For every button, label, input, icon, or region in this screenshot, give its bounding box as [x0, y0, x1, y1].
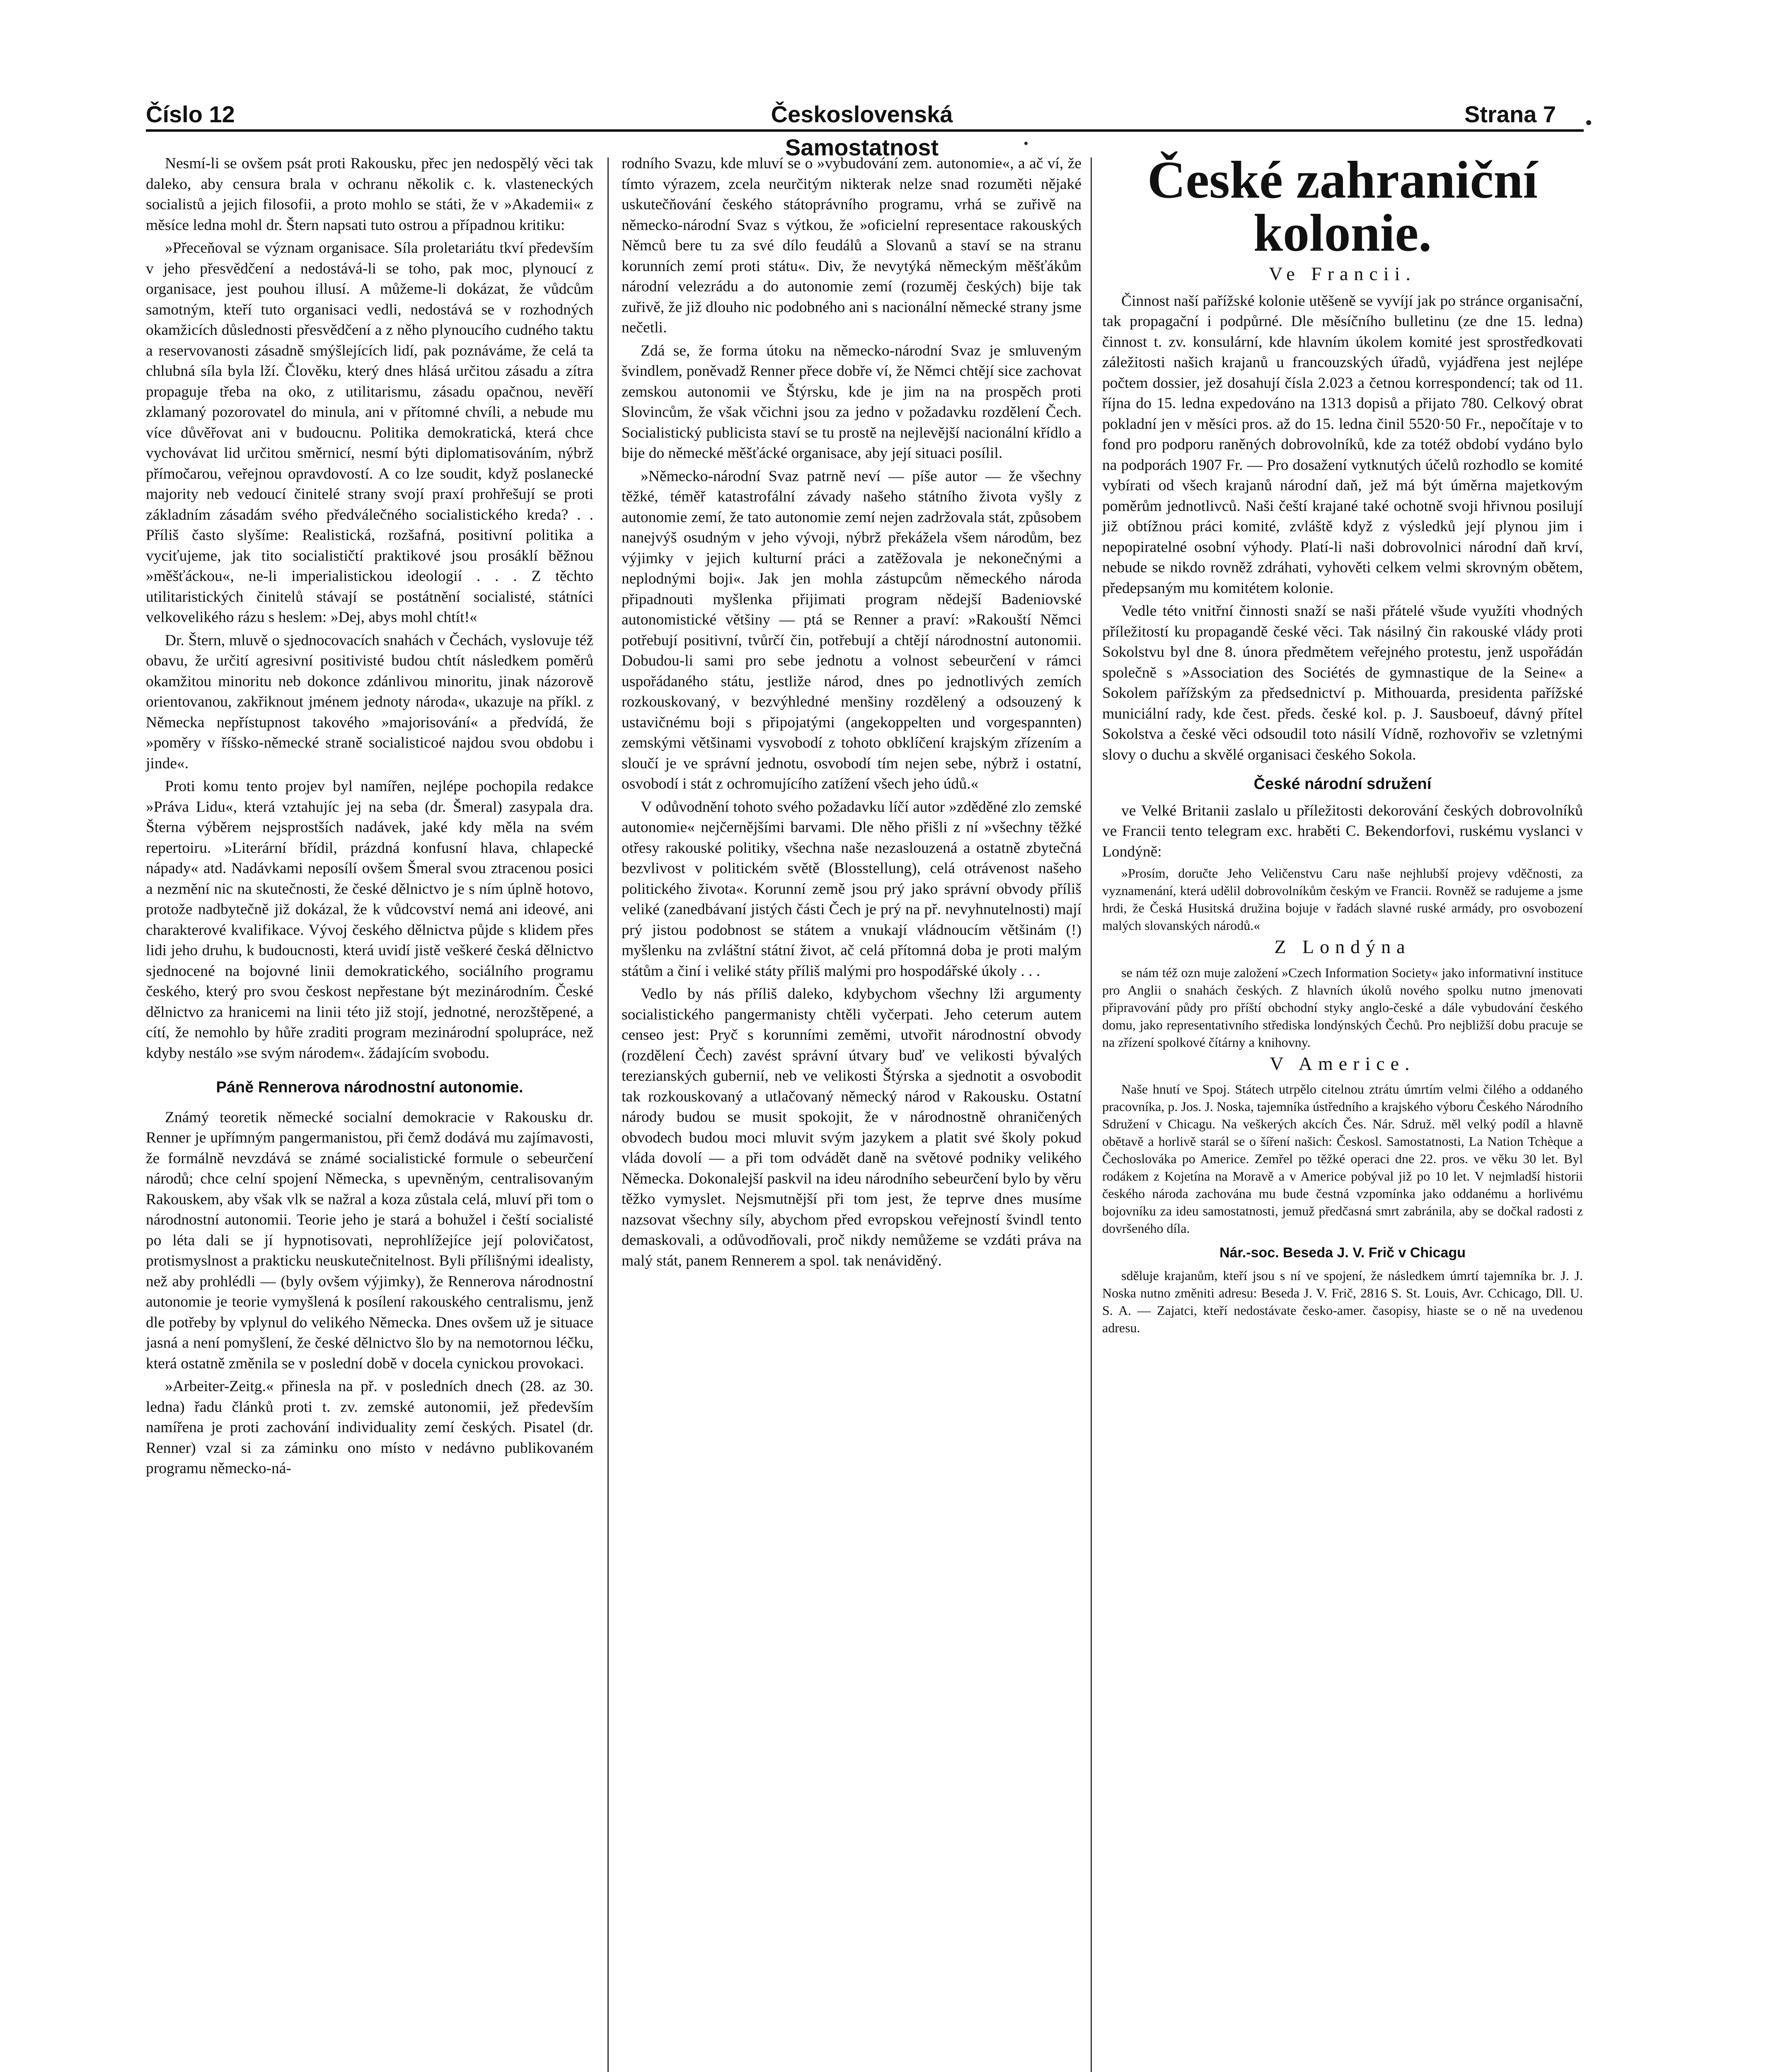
paragraph: »Přeceňoval se význam organisace. Síla proletariátu tkví především v jeho přesvědčení a nedostává-li se toho, pak moc, plynoucí z organisace, jest pouhou illusí. A můžeme-li dokázat, že vůdcům samotným, kteří tuto organisaci vedli, nedostává se v rozhodných okamžicích důslednosti přesvědčení a z něho plynoucího cudného taktu a reservovanosti zásadně smýšlejících lidí, pak poznáváme, že celá ta chlubná síla byla lží. Člověku, který dnes hlásá určitou zásadu a zítra propaguje třeba na oko, z utilitarismu, zásadu opačnou, nevěří zklamaný pozorovatel do minula, ani v přítomné chvíli, a nebude mu více důvěřovat ani v budoucnu. Politika demokratická, která chce vychovávat lid určitou směrnicí, nesmí býti diplomatisováním, nýbrž přímočarou, veřejnou opravdovostí. A co lze soudit, když poslanecké majority neb vedoucí činitelé strany svojí praxí prohřešují se proti základním zásadám svého předválečného socialistického kreda? . . Příliš často slyšíme: Realistická, rozšafná, positivní politika a vyciťujeme, jak tito socialističtí praktikové jsou prosáklí běžnou »měšťáckou«, ne-li imperialistickou ideologií . . . Z těchto utilitaristických činitelů stávají se postátnění socialisté, státníci velkovelikého rázu s heslem: »Dej, abys mohl chtít!« [146, 240, 593, 626]
column-divider [607, 157, 609, 2072]
column-3 [1102, 150, 1583, 1339]
paragraph: Nesmí-li se ovšem psát proti Rakousku, přec jen nedospělý věci tak daleko, aby censura brala v ochranu několik c. k. vlasteneckých socialistů a jejich filosofii, a proto mohlo se státi, že v »Akademii« z měsíce ledna mohl dr. Štern napsati tuto ostrou a případnou kritiku: [146, 155, 593, 234]
paragraph: Zdá se, že forma útoku na německo-národní Svaz je smluveným švindlem, poněvadž Renner přece dobře ví, že Němci chtějí sice zachovat zemskou autonomii ve Štýrsku, kde je jim na na prospěch proti Slovincům, že však včichni jsou za jedno v požadavku rozdělení Čech. Socialistický publicista staví se tu prostě na nejlevější nacionální křídlo a bije do německé měšťácké organisace, aby její situaci posílil. [622, 342, 1082, 462]
print-mark [1586, 120, 1591, 125]
paragraph: Dr. Štern, mluvě o sjednocovacích snahách v Čechách, vyslovuje též obavu, že určití agresivní positivisté budou chtít následkem poměrů okamžitou minoritu neb dokonce zdánlivou minoritu, jinak názorově orientovanou, zakřiknout jménem jednoty národa«, ukazuje na příkl. z Německa nepřístupnost takového »majorisování« a předvídá, že »poměry v říšsko-německé straně socialisticoé najdou svou obdobu i jinde«. [146, 632, 593, 772]
paragraph: Proti komu tento projev byl namířen, nejlépe pochopila redakce »Práva Lidu«, která vztahujíc jej na seba (dr. Šmeral) zasypala dra. Šterna výběrem nejsprostších nadávek, jaké kdy měla na svém repertoiru. »Literární břídil, prázdná konfusní hlava, chlapecké nápady« atd. Nadávkami neposílí ovšem Šmeral svou ztracenou posici a nezmění nic na skutečnosti, že české dělnictvo je s ním úplně hotovo, protože nadbytečně již dokázal, že k vůdcovství nemá ani ideové, ani charakterové kvalifikace. Vývoj českého dělnictva půjde s klidem přes lidi jeho druhu, k budoucnosti, která uvidí jistě veškeré česká dělnictvo sjednocené na bojovné linii demokratického, sociálního programu českého, který pro svou českost nepřestane být mezinárodním. České dělnictvo za hranicemi na linii této již stojí, jednotné, nerozštěpené, a cítí, že nemohlo by hůře zraditi program mezinárodní spolupráce, než kdyby nestálo »se svým národem«. žádajícím svobodu. [146, 778, 593, 1062]
subheading-france: Ve Francii. [1269, 263, 1416, 284]
paragraph: V odůvodnění tohoto svého požadavku líčí autor »zděděné zlo zemské autonomie« nejčernějšími barvami. Dle něho přišli z ní »všechny těžké otřesy rakouské politiky, všechna naše nezaslouzená a ostatně zbytečná bezvlivost v politickém světě (Blosstellung), celá otrávenost našeho politického života«. Korunní země jsou prý jako správní obvody příliš veliké (zanedbávaní jistých části Čech je prý na př. nevyhnutelnosti) mají prý jistou podobnost se státem a vnukají vládnoucím většinám (!) myšlenku na zvláštní státní život, ač celá přítomná doba je proti malým státům a činí i veliké státy příliš malými pro hospodářské úkoly . . . [622, 798, 1082, 980]
print-mark [1024, 142, 1028, 145]
newspaper-title: Československá Samostatnost [771, 101, 953, 160]
paragraph: ve Velké Britanii zaslalo u příležitosti dekorování českých dobrovolníků ve Francii tento telegram exc. hraběti C. Bekendorfovi, ruskému vyslanci v Londýně: [1102, 802, 1583, 860]
column-divider [1091, 157, 1092, 2072]
telegram-quote: »Prosím, doručte Jeho Veličenstvu Caru naše nejhlubší projevy vděčnosti, za vyznamenání, která udělil dobrovolníkům českým ve Francii. Rovněž se radujeme a jsme hrdi, že Česká Husitská družina bojuje v řadách slavné ruské armády, pro osvobození malých slovanských národů.« [1102, 866, 1583, 933]
paragraph: »Německo-národní Svaz patrně neví — píše autor — že všechny těžké, téměř katastrofální závady našeho státního života vyšly z autonomie zemí, že tato autonomie zemí nejen zadržovala stát, způsobem nanejvýš osudným v jeho vývoji, nýbrž překážela všem národům, bez výjimky v jejich kulturní práci a zatěžovala je nekonečnými a neplodnými boji«. Jak jen mohla zástupcům německého národa připadnouti myšlenka přijimati program nědejší Badeniovské autonomistické většiny — ptá se Renner a praví: »Rakouští Němci potřebují positivní, tvůrčí čin, potřebují a chtějí národnostní autonomii. Dobudou-li sami pro sebe jednotu a volnost sebeurčení v rámci uspořádaného státu, jestliže národ, dnes po jednotlivých zemích rozkouskovaný, v bezvýhledné menšiny rozdělený a odsouzený k ustavičnému boji s připojatými (angekoppelten und vorgespannten) zemskými většinami vysvobodí z tohoto obklíčení krajským zřízením a sloučí je ve správní jednotu, osvobodí tím nejen sebe, nýbrž i ostatní, osvobodí i stát z ochromujícího zatížení všech jeho údů.« [622, 467, 1082, 792]
paragraph: Naše hnutí ve Spoj. Státech utrpělo citelnou ztrátu úmrtím velmi čilého a oddaného pracovníka, p. Jos. J. Noska, tajemníka ústředního a krajského výboru Českého Národního Sdružení v Chicagu. Na veškerých akcích Čes. Nár. Sdruž. měl velký podíl a hlavně obětavě a horlivě starál se o šíření našich: Českosl. Samostatnosti, La Nation Tchèque a Čechoslováka po Americe. Zemřel po těžké operaci dne 22. pros. ve věku 30 let. Byl rodákem z Kojetína na Moravě a v Americe pobýval již po 10 let. V nejmladší historii českého národa zachována mu bude čestná vzpomínka jako oddanému a horlivému bojovníku za ideu samostatnosti, jemuž předčasná smrt zabránila, aby se dočkal radosti z dovršeného díla. [1102, 1082, 1583, 1236]
paragraph: Činnost naší pařížské kolonie utěšeně se vyvíjí jak po stránce organisační, tak propagační i podpůrné. Dle měsíčního bulletinu (ze dne 15. ledna) činnost t. zv. konsulární, kde hlavním úkolem komité jest sprostředkovati záležitosti našich krajanů u francouzských úřadů, vyjádřena jest nejlépe počtem dossier, jež dosahují čísla 2.023 a četnou korrespondencí; tak od 11. října do 15. ledna expedováno na 1313 dopisů a přijato 780. Celkový obrat pokladní jen v měsíci pros. až do 15. ledna činil 5520·50 Fr., nepočítaje v to fond pro podporu raněných dobrovolníků, kde za totéž období vydáno bylo na podporách 1907 Fr. — Pro dosažení vytknutých účelů rozhodlo se komité vybírati od všech krajanů národní daň, jež má být úměrna majetkovým poměrům jednotlivců. Naši čeští krajané také ochotně svoji hřivnou posilují již obtížnou práci komité, zvláště když z výsledků její plynou jim i nepopiratelné osobní výhody. Platí-li naši dobrovolnici národní daň krví, nebude se nikdo rovněž zdráhati, vyhověti celkem velmi skrovným obětem, předepsaným mu komitétem kolonie. [1102, 292, 1583, 597]
article-title-line-1: České zahraniční [1147, 150, 1538, 209]
paragraph: Vedlo by nás příliš daleko, kdybychom všechny lži argumenty socialistického pangermanisty chtěli vyčerpati. Jeho ceterum autem censeo jest: Pryč s korunními zeměmi, utvořit národnostní obvody (rozdělení Čech) zavést správní útvary buď ve velikosti bývalých terezianských gubernií, neb ve velikosti Štýrska a sjednotit a osvobodit tak rozkouskovaný a utlačovaný německý národ v Rakousku. Ostatní národy budou se musit spokojit, že v národnostně ohraničených obvodech budou moci mluvit svým jazykem a platit své školy pokud vláda dovolí — a při tom odvádět daně na světové podniky velikého Německa. Dokonalejší paskvil na ideu národního sebeurčení bylo by věru těžko vymyslet. Nejsmutnější při tom jest, že teprve dnes musíme nazsovat všechny síly, abychom před evropskou veřejností švindl tento demaskovali, a odůvodňovali, proč nikdy nemůžeme se vzdáti práva na malý stát, panem Rennerem a spol. tak nenáviděný. [622, 985, 1082, 1269]
issue-number: Číslo 12 [146, 101, 235, 127]
article-title [1102, 150, 1583, 262]
paragraph: Známý teoretik německé socialní demokracie v Rakousku dr. Renner je upřímným pangermanistou, při čemž dodává mu zajímavosti, že formálně nevzdává se známé socialistické formule o sebeurčení národů; chce celní spojení Německa, s upevněným, centralisovaným Rakouskem, aby však vlk se nažral a koza zůstala celá, mluví při tom o národnostní autonomii. Teorie jeho je stará a bohužel i čeští socialisté po léta dali se jí hypnotisovati, neprohlížejíce její polovičatost, protismyslnost a prakticku neuskutečnitelnost. Byli přílišnými idealisty, než aby prohlédli — (byly ovšem výjimky), že Rennerova národnostní autonomie je teorie vymyšlená k posílení rakouského centralismu, jenž dle potřeby by vplynul do velikého Německa. Dnes ovšem už je situace jasná a není pomyšlení, že české dělnictvo šlo by na nemotornou léčku, která ostatně změnila se v poslední době v docela cynickou provokaci. [146, 1109, 593, 1372]
subheading-national-union: České národní sdružení [1253, 775, 1432, 793]
paragraph: se nám též ozn muje založení »Czech Information Society« jako informativní instituce pro Anglii o snahách českých. Z hlavních úkolů nového spolku nutno jmenovati připravování půdy pro příští obchodní styky anglo-české a dále vybudování českého domu, jako representativního střediska londýnských Čechů. Pro nejbližší dobu pracuje se na zřízení spolkové čítárny a knihovny. [1102, 965, 1583, 1050]
subheading-america: V Americe. [1270, 1053, 1415, 1074]
paragraph: sděluje krajanům, kteří jsou s ní ve spojení, že následkem úmrtí tajemníka br. J. J. Noska nutno změniti adresu: Beseda J. V. Frič, 2816 S. St. Louis, Avr. Cchicago, Dll. U. S. A. — Zajatci, kteří nedostávate česko-amer. časopisy, hiaste se o ně na uvedenou adresu. [1102, 1268, 1583, 1335]
subheading-beseda: Nár.-soc. Beseda J. V. Frič v Chicagu [1219, 1245, 1466, 1261]
paragraph: »Arbeiter-Zeitg.« přinesla na př. v posledních dnech (28. az 30. ledna) řadu článků proti t. zv. zemské autonomii, jež především namířena je proti zachování individuality zemí českých. Pisatel (dr. Renner) vzal si za záminku ono místo v nedávno publikovaném programu německo-ná- [146, 1378, 593, 1477]
paragraph: rodního Svazu, kde mluví se o »vybudování zem. autonomie«, a ač ví, že tímto výrazem, zcela neurčitým nikterak nelze snad rozuměti nějaké uskutečňování českého státoprávního programu, vrhá se zuřivě na německo-národní Svaz s výtkou, že »oficielní representace rakouských Němců bere tu za své dílo feudálů a Slovanů a staví se na stranu korunních zemí proti státu«. Div, že nevytýká německým měšťákům národní velezrádu a do autonomie zemí (rozuměj českých) bije tak zuřivě, že již dlouho nic podobného ani s nacionální německé strany jsme nečetli. [622, 155, 1082, 336]
section-heading: Páně Rennerova národnostní autonomie. [216, 1079, 523, 1096]
subheading-london: Z Londýna [1274, 936, 1411, 957]
page-number: Strana 7 [1464, 101, 1556, 127]
article-title-line-2: kolonie. [1253, 203, 1432, 262]
column-1 [146, 153, 593, 1481]
column-2 [622, 153, 1082, 1273]
paragraph: Vedle této vnitřní činnosti snaží se naši přátelé všude využíti vhodných příležitostí ku propagandě české věci. Tak násilný čin rakouské vlády proti Sokolstvu byl dne 8. února předmětem veřejného protestu, jenž uspořádán společně s »Association des Sociétés de gymnastique de la Seine« a Sokolem pařížským za předsednictví p. Mithouarda, presidenta pařížské municiální rady, kde čest. předs. české kol. p. J. Sausboeuf, dávný přítel Sokolstva a české věci odsoudil toto násilí Vídně, rozhovořiv se vzletnými slovy o duchu a skvělé organisaci českého Sokola. [1102, 603, 1583, 763]
header-divider [146, 129, 1584, 132]
